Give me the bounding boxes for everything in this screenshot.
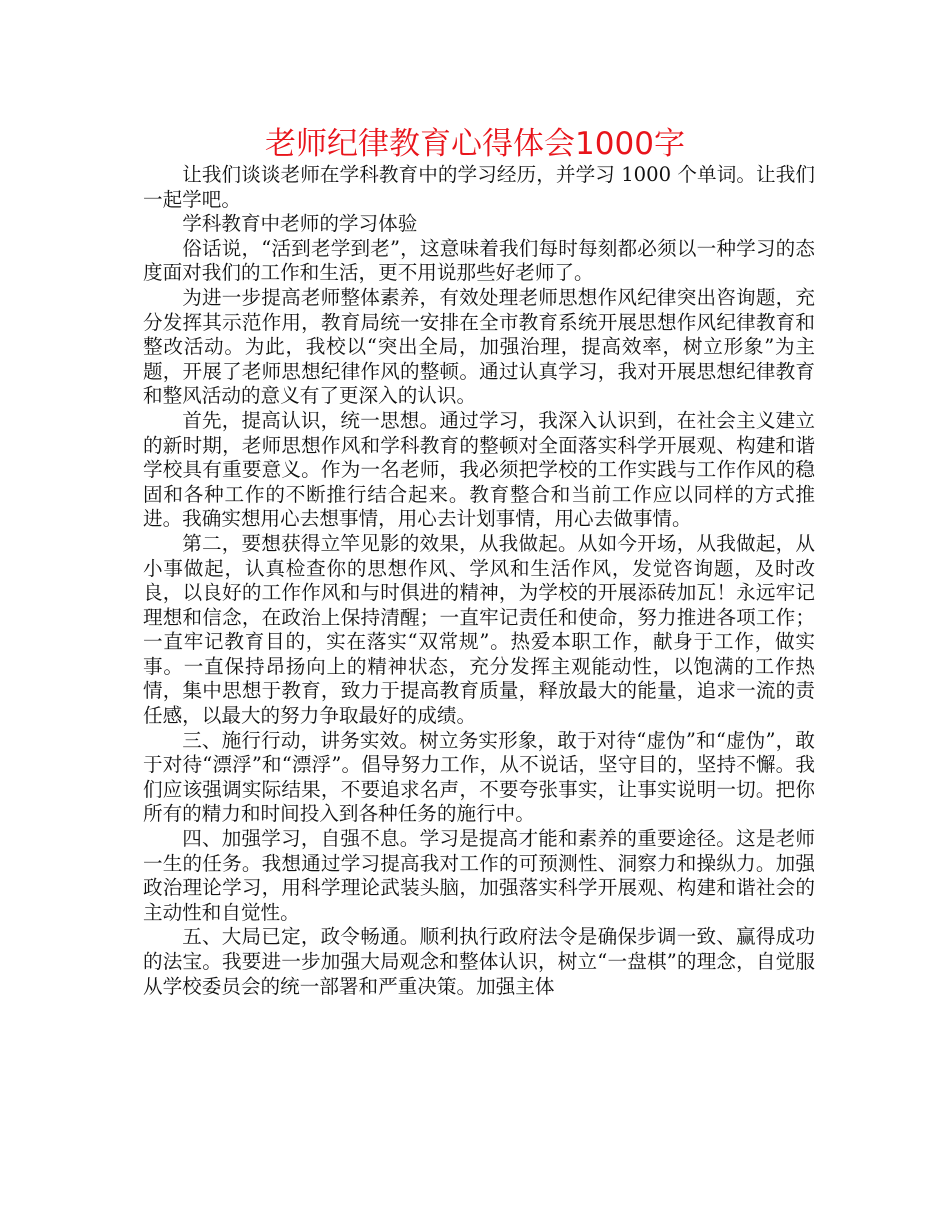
paragraph-subtitle: 学科教育中老师的学习体验 <box>182 212 418 236</box>
paragraph-third: 三、施行行动，讲务实效。树立务实形象，敢于对待“虚伪”和“虚伪”，敢于对待“漂浮”和“漂浮”。倡导努力工作，从不说话，坚守目的，坚持不懈。我们应该强调实际结果，不要追求名声，不要夸张事实，让事实说明一切。把你所有的精力和时间投入到各种任务的施行中。 <box>143 728 815 826</box>
paragraph-background: 为进一步提高老师整体素养，有效处理老师思想作风纪律突出咨询题，充分发挥其示范作用，教育局统一安排在全市教育系统开展思想作风纪律教育和整改活动。为此，我校以“突出全局，加强治理，提高效率，树立形象”为主题，开展了老师思想纪律作风的整顿。通过认真学习，我对开展思想纪律教育和整风活动的意义有了更深入的认识。 <box>143 285 815 408</box>
paragraph-intro: 让我们谈谈老师在学科教育中的学习经历，并学习 1000 个单词。让我们一起学吧。 <box>143 163 815 211</box>
paragraph-second: 第二，要想获得立竿见影的效果，从我做起。从如今开场，从我做起，从小事做起，认真检查你的思想作风、学风和生活作风，发觉咨询题，及时改良，以良好的工作作风和与时俱进的精神，为学校的开展添砖加瓦！永远牢记理想和信念，在政治上保持清醒；一直牢记责任和使命，努力推进各项工作；一直牢记教育目的，实在落实“双常规”。热爱本职工作，献身于工作，做实事。一直保持昂扬向上的精神状态，充分发挥主观能动性，以饱满的工作热情，集中思想于教育，致力于提高教育质量，释放最大的能量，追求一流的责任感，以最大的努力争取最好的成绩。 <box>143 531 815 728</box>
document-title: 老师纪律教育心得体会1000字 <box>265 126 685 162</box>
document-body <box>143 163 815 999</box>
paragraph-fourth: 四、加强学习，自强不息。学习是提高才能和素养的重要途径。这是老师一生的任务。我想通过学习提高我对工作的可预测性、洞察力和操纵力。加强政治理论学习，用科学理论武装头脑，加强落实科学开展观、构建和谐社会的主动性和自觉性。 <box>143 827 815 924</box>
paragraph-fifth: 五、大局已定，政令畅通。顺利执行政府法令是确保步调一致、赢得成功的法宝。我要进一步加强大局观念和整体认识，树立“一盘棋”的理念，自觉服从学校委员会的统一部署和严重决策。加强主体 <box>143 925 815 998</box>
paragraph-first: 首先，提高认识，统一思想。通过学习，我深入认识到，在社会主义建立的新时期，老师思想作风和学科教育的整顿对全面落实科学开展观、构建和谐学校具有重要意义。作为一名老师，我必须把学校的工作实践与工作作风的稳固和各种工作的不断推行结合起来。教育整合和当前工作应以同样的方式推进。我确实想用心去想事情，用心去计划事情，用心去做事情。 <box>143 408 815 531</box>
paragraph-proverb: 俗话说，“活到老学到老”，这意味着我们每时每刻都必须以一种学习的态度面对我们的工作和生活，更不用说那些好老师了。 <box>143 236 815 285</box>
